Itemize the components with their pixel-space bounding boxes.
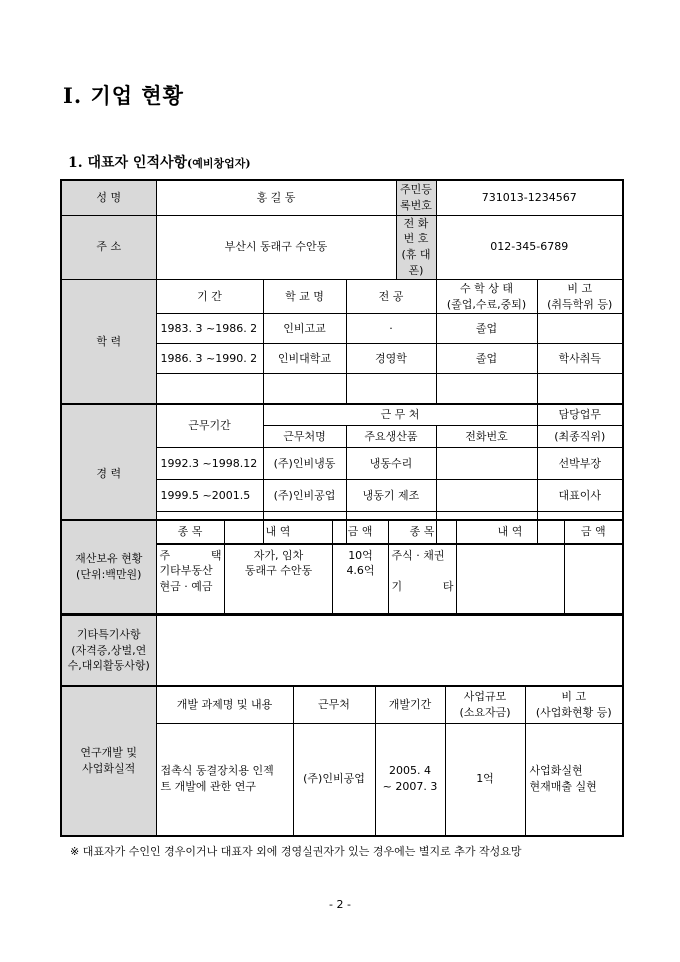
other-table [60,614,624,687]
career-row1-phone [436,448,537,480]
edu-row2-major: 경영학 [346,344,436,374]
career-header-duty2: (최종직위) [537,426,623,448]
career-row1-product: 냉동수리 [346,448,436,480]
edu-row1-major: · [346,314,436,344]
edu-row2-period: 1986. 3 ~1990. 2 [156,344,263,374]
edu-row1-remark [537,314,623,344]
edu-header-school: 학 교 명 [263,280,346,314]
career-row2-company: (주)인비공업 [263,480,346,512]
rnd-header-scale [445,686,525,723]
edu-empty-cell [436,374,537,404]
rnd-scale-line1: 사업규모 [463,689,507,703]
rnd-row-scale: 1억 [445,723,525,836]
edu-row1-period: 1983. 3 ~1986. 2 [156,314,263,344]
phone-label-line2: (휴 대 폰) [401,248,431,278]
rnd-label-line1: 연구개발 및 [80,746,138,760]
rnd-header-remark [525,686,623,723]
phone-label-line1: 전 화 번 호 [403,216,429,246]
other-content [156,615,623,686]
edu-empty-cell [263,374,346,404]
assets-header-amount-left: 금 액 [332,520,388,544]
asset-amount-realestate: 4.6억 [346,564,375,578]
career-header-product: 주요생산품 [346,426,436,448]
assets-detail-left [224,544,332,614]
asset-type-realestate: 기타부동산 [159,564,213,578]
assets-table [60,519,624,615]
rnd-remark-value2: 현재매출 실현 [529,780,597,794]
rnd-remark-line2: (사업화현황 등) [535,705,612,719]
other-label-line2: (자격증,상벌,연 [71,643,147,657]
asset-detail-realestate: 동래구 수안동 [244,564,313,578]
other-label [61,615,156,686]
rnd-remark-line1: 비 고 [561,689,587,703]
assets-amount-right [564,544,623,614]
rrn-value: 731013-1234567 [436,180,623,215]
rnd-table [60,685,624,837]
rnd-scale-line2: (소요자금) [459,705,511,719]
edu-header-status [436,280,537,314]
page-number: - 2 - [329,898,351,911]
career-header-duty1: 담당업무 [537,404,623,426]
assets-types-left [156,544,224,614]
rnd-period-line1: 2005. 4 [389,764,431,778]
assets-detail-right [456,544,564,614]
rnd-period-line2: ~ 2007. 3 [382,780,438,794]
rnd-row-task [156,723,293,836]
career-header-company: 근무처명 [263,426,346,448]
asset-type-cash: 현금 · 예금 [159,580,213,594]
subsection-title-text: 1. 대표자 인적사항 [68,155,188,171]
name-label: 성 명 [61,180,156,215]
assets-label-line1: 재산보유 현황 [75,552,143,566]
edu-status-line1: 수 학 상 태 [460,281,513,295]
personal-info-table [60,179,624,545]
career-header-phone: 전화번호 [436,426,537,448]
career-row2-phone [436,480,537,512]
rnd-task-line2: 트 개발에 관한 연구 [160,780,256,794]
subsection-note: (예비창업자) [187,157,251,170]
career-row1-duty: 선박부장 [537,448,623,480]
rnd-header-task: 개발 과제명 및 내용 [156,686,293,723]
edu-empty-cell [346,374,436,404]
career-row2-duty: 대표이사 [537,480,623,512]
asset-type-other: 기 타 [391,580,454,594]
edu-row2-status: 졸업 [436,344,537,374]
career-header-workplace: 근 무 처 [263,404,537,426]
edu-header-major: 전 공 [346,280,436,314]
rrn-label: 주민등록번호 [396,180,436,215]
career-row2-product: 냉동기 제조 [346,480,436,512]
rnd-header-period: 개발기간 [375,686,445,723]
assets-header-detail-left: 내 역 [224,520,332,544]
rnd-label-line2: 사업화실적 [82,762,136,775]
assets-types-right [388,544,456,614]
edu-empty-cell [537,374,623,404]
rnd-remark-value1: 사업화실현 [529,764,583,778]
edu-empty-cell [156,374,263,404]
education-label: 학 력 [61,280,156,404]
career-row2-period: 1999.5 ~2001.5 [156,480,263,512]
phone-label [396,215,436,280]
assets-label-line2: (단위:백만원) [76,568,142,581]
rnd-row-period [375,723,445,836]
edu-row2-remark: 학사취득 [537,344,623,374]
edu-remark-line1: 비 고 [567,281,593,295]
rnd-row-remark [525,723,623,836]
rnd-header-place: 근무처 [293,686,375,723]
assets-label [61,520,156,614]
edu-row1-status: 졸업 [436,314,537,344]
other-label-line1: 기타특기사항 [76,627,141,641]
address-value: 부산시 동래구 수안동 [156,215,396,280]
career-label: 경 력 [61,404,156,544]
subsection-title [68,152,251,172]
edu-header-period: 기 간 [156,280,263,314]
edu-row1-school: 인비고교 [263,314,346,344]
asset-type-house: 주 택 [159,548,222,562]
address-label: 주 소 [61,215,156,280]
rnd-row-place: (주)인비공업 [293,723,375,836]
assets-amount-left [332,544,388,614]
assets-header-amount-right: 금 액 [564,520,623,544]
edu-status-line2: (졸업,수료,중퇴) [446,297,527,311]
assets-header-detail-right: 내 역 [456,520,564,544]
asset-amount-house: 10억 [348,548,373,562]
career-row1-company: (주)인비냉동 [263,448,346,480]
asset-detail-house: 자가, 임차 [253,548,304,562]
rnd-label [61,686,156,836]
career-header-period: 근무기간 [156,404,263,448]
edu-remark-line2: (취득학위 등) [547,297,613,311]
edu-header-remark [537,280,623,314]
other-label-line3: 수,대외활동사항) [67,659,150,673]
asset-type-stocks: 주식 · 채권 [391,548,445,562]
footnote: ※ 대표자가 수인인 경우이거나 대표자 외에 경영실권자가 있는 경우에는 별지로 추가 작성요망 [70,845,522,858]
career-row1-period: 1992.3 ~1998.12 [156,448,263,480]
edu-row2-school: 인비대학교 [263,344,346,374]
assets-header-type-right: 종 목 [388,520,456,544]
assets-header-type-left: 종 목 [156,520,224,544]
phone-value: 012-345-6789 [436,215,623,280]
section-title: Ⅰ. 기업 현황 [63,83,184,108]
rnd-task-line1: 접촉식 동결장치용 인젝 [160,764,274,778]
name-value: 홍 길 동 [156,180,396,215]
